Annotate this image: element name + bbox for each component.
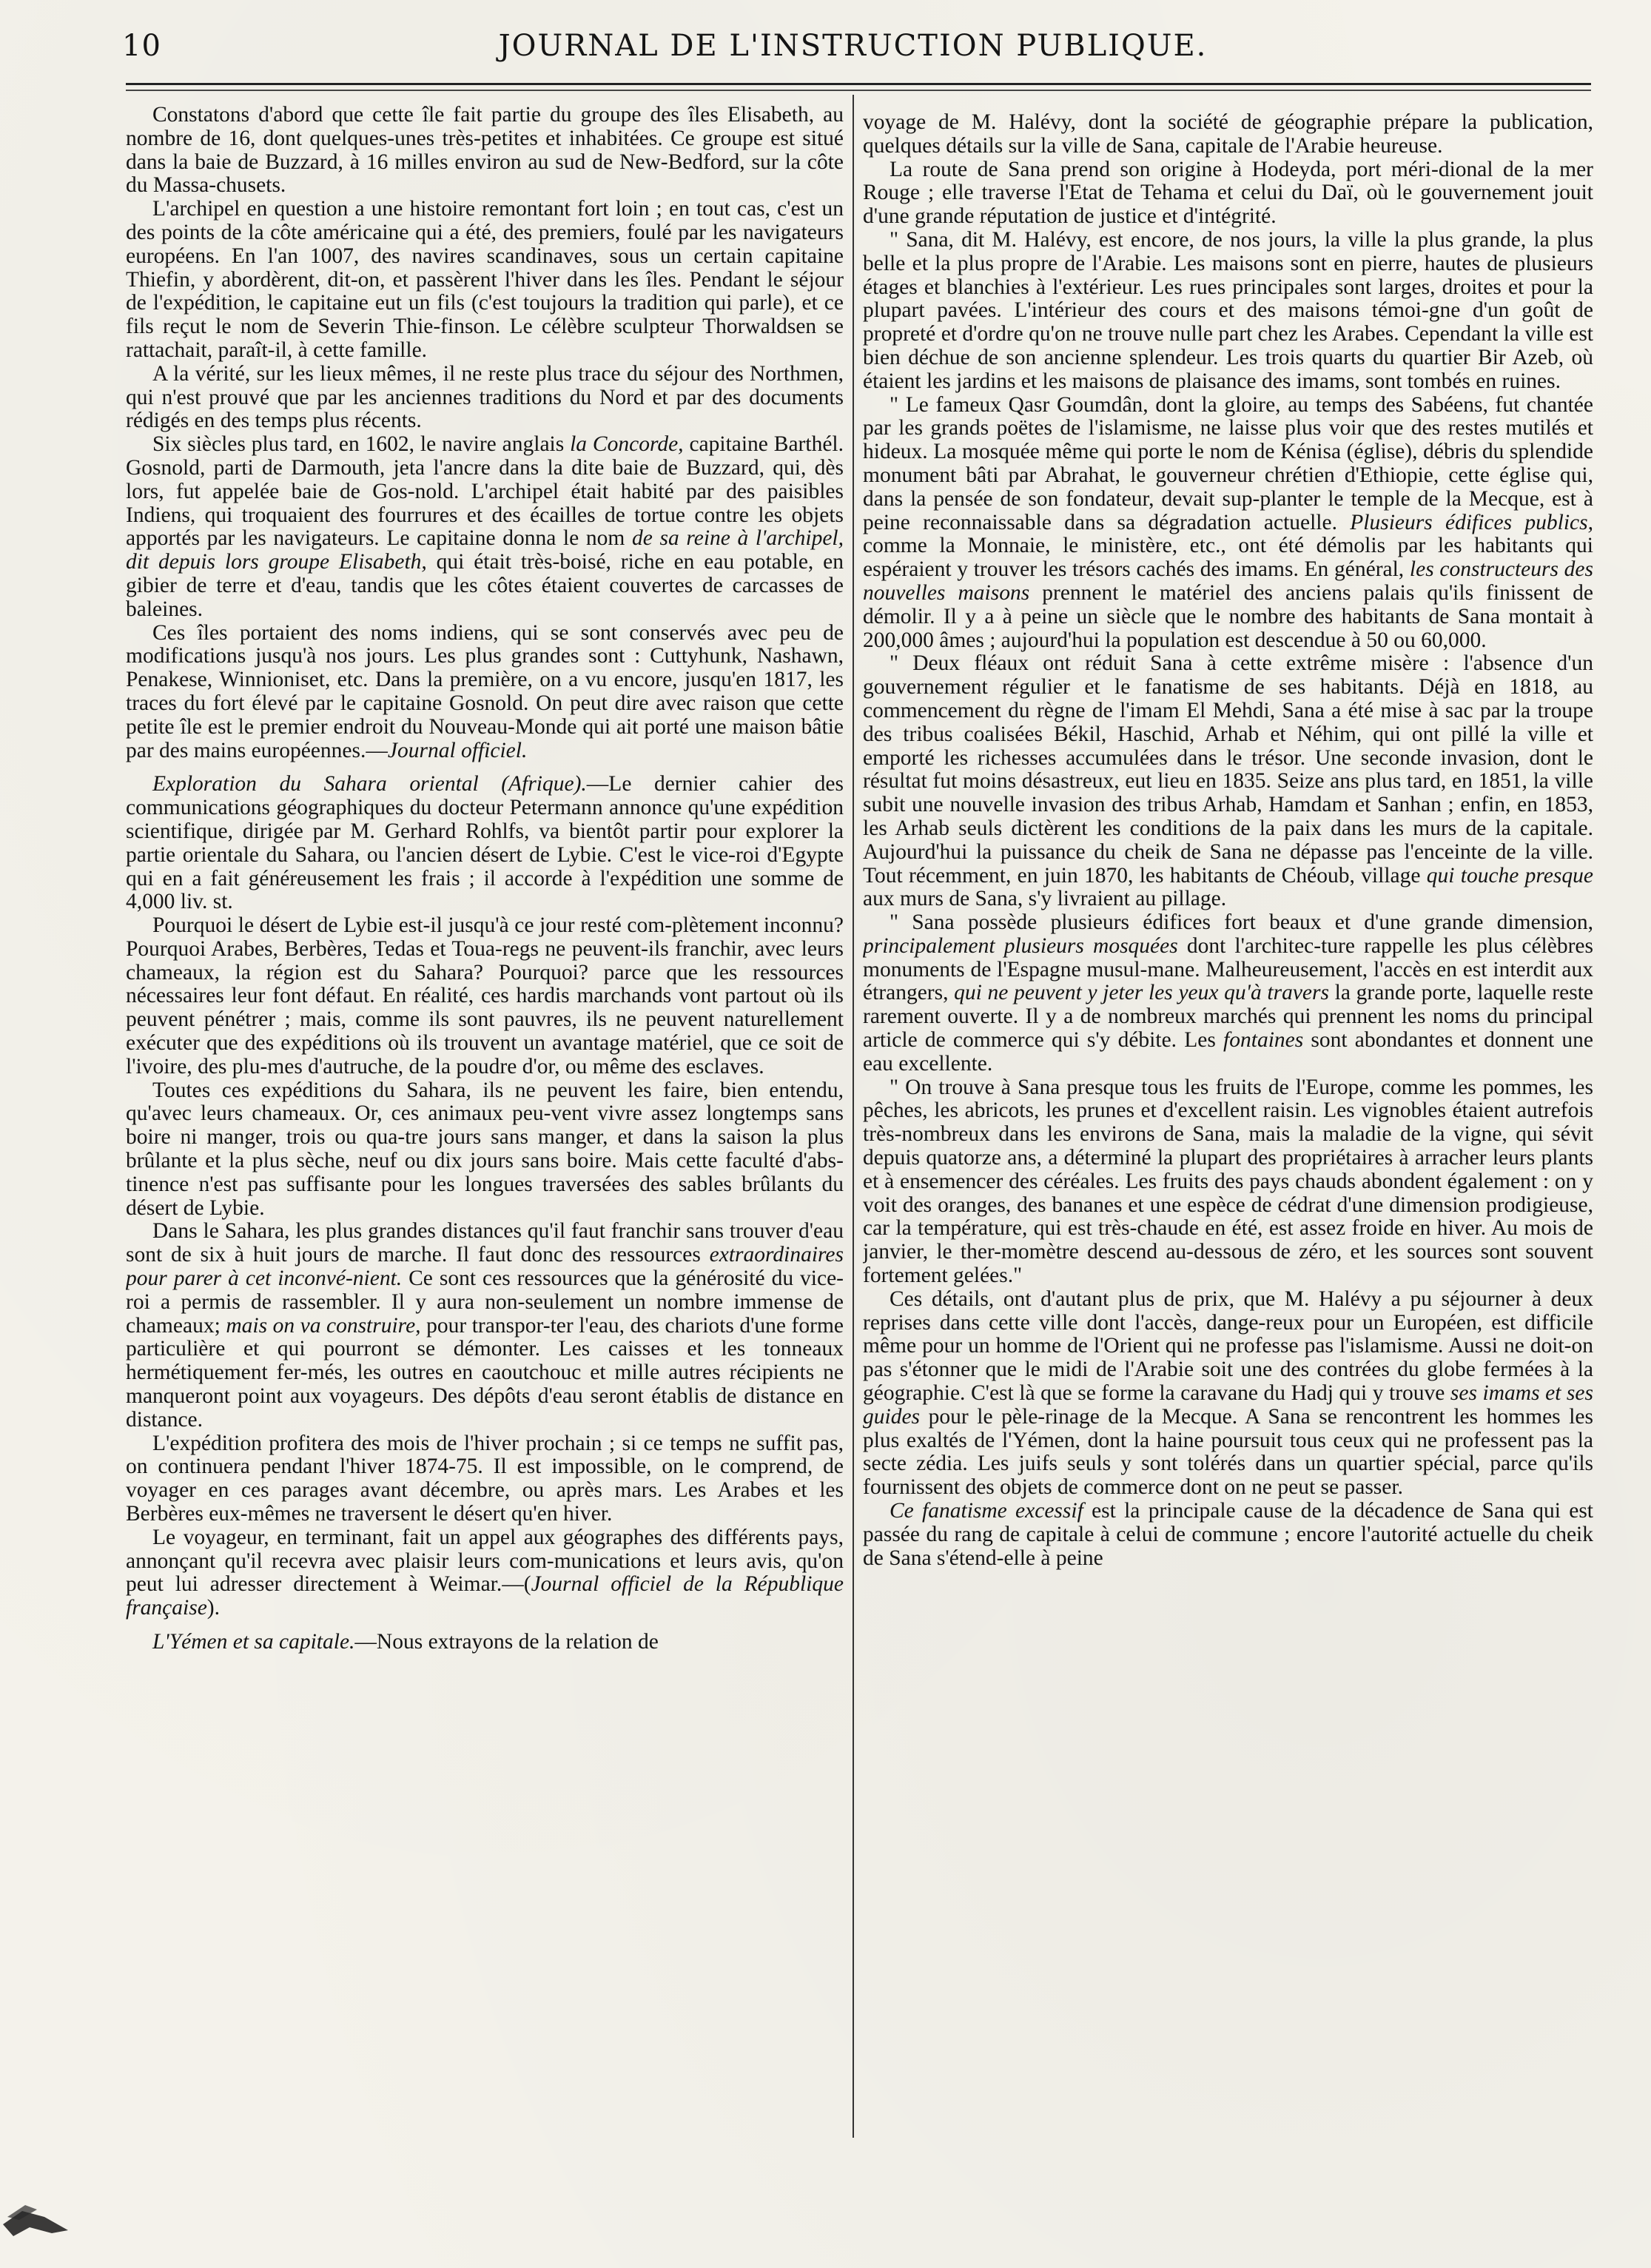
text-run: pour transpor-ter l'eau, des chariots d'une forme particulière et qui pourront se démonter. Les caisses et les tonneaux hermétiquement fer-més, les outres en caoutchouc et mille autres récipients ne manqueront point aux voyageurs. Des dépôts d'eau seront établis de distance en distance. bbox=[126, 1313, 844, 1432]
text-run-italic: fontaines bbox=[1223, 1028, 1304, 1053]
text-run-italic: Plusieurs édifices publics, bbox=[1350, 510, 1593, 534]
text-run: est la principale cause de la décadence de Sana qui est passée du rang de capitale à celui de commune ; encore l'autorité actuelle du cheik de Sana s'étend-elle à peine bbox=[863, 1499, 1593, 1570]
text-run-italic: qui touche presque bbox=[1426, 863, 1593, 888]
header-rule-thin bbox=[126, 90, 1591, 91]
text-run: Le voyageur, en terminant, fait un appel aux géographes des différents pays, annonçant qu'il recevra avec plaisir leurs com-munications et leurs avis, qu'on peut lui adresser directement à Weimar.—( bbox=[126, 1525, 844, 1597]
text-run-italic: qui ne peuvent y jeter les yeux qu'à travers bbox=[954, 981, 1329, 1005]
paragraph bbox=[863, 1500, 1593, 1570]
text-run: " Deux fléaux ont réduit Sana à cette extrême misère : l'absence d'un gouvernement régulier et le fanatisme de ses habitants. Déjà en 1818, au commencement du règne de l'imam El Mehdi, Sana a été mise à sac par la troupe des tribus coalisées Békil, Haschid, Arhab et Néhim, qui ont pillé la ville et emporté les richesses accumulées dans le trésor. Une seconde invasion, dont le résultat fut moins désastreux, eut lieu en 1835. Seize ans plus tard, en 1851, la ville subit une nouvelle invasion des tribus Arhab, Hamdam et Sanhan ; enfin, en 1853, les Arhab seuls dictèrent les conditions de la paix dans les murs de la capitale. Aujourd'hui la puissance du cheik de Sana ne dépasse pas l'enceinte de la ville. Tout récemment, en juin 1870, les habitants de Chéoub, village bbox=[863, 651, 1593, 888]
paragraph: voyage de M. Halévy, dont la société de géographie prépare la publication, quelques détails sur la ville de Sana, capitale de l'Arabie heureuse. bbox=[863, 111, 1593, 158]
journal-title: JOURNAL DE L'INSTRUCTION PUBLIQUE. bbox=[498, 29, 1208, 63]
right-column bbox=[863, 111, 1593, 2258]
article-paragraph bbox=[126, 773, 844, 914]
header-rule bbox=[126, 83, 1591, 85]
column-divider bbox=[853, 95, 854, 2138]
text-run-italic: Ce fanatisme excessif bbox=[890, 1499, 1083, 1523]
paragraph: Toutes ces expéditions du Sahara, ils ne peuvent les faire, bien entendu, qu'avec leurs chameaux. Or, ces animaux peu-vent vivre assez longtemps sans boire ni manger, trois ou qua-tre jours sans manger, et dans la saison la plus brûlante et la plus sèche, neuf ou dix jours sans boire. Mais cette faculté d'abs-tinence n'est pas suffisante pour les longues traversées des sables brûlants du désert de Lybie. bbox=[126, 1078, 844, 1220]
paragraph bbox=[863, 394, 1593, 653]
paragraph bbox=[126, 1220, 844, 1432]
text-run: sont abondantes et donnent une eau excellente. bbox=[863, 1028, 1593, 1076]
text-run-italic: ses imams et ses guides bbox=[863, 1381, 1593, 1429]
text-run: la grande porte, laquelle reste rarement ouverte. Il y a de nombreux marchés qui prennent les noms du principal article de commerce qui s'y débite. Les bbox=[863, 981, 1593, 1053]
page-header bbox=[115, 25, 1591, 68]
text-run: dont l'architec-ture rappelle les plus célèbres monuments de l'Espagne musul-mane. Malheureusement, l'accès en est interdit aux étrangers, bbox=[863, 933, 1593, 1005]
text-run: Ces détails, ont d'autant plus de prix, que M. Halévy a pu séjourner à deux reprises dans cette ville dont l'accès, dange-reux pour un Européen, est difficile même pour un homme de l'Orient qui ne professe pas l'islamisme. Aussi ne doit-on pas s'étonner que le midi de l'Arabie soit une des contrées du globe fermées à la géographie. C'est là que se forme la caravane du Hadj qui y trouve bbox=[863, 1286, 1593, 1406]
paragraph: L'archipel en question a une histoire remontant fort loin ; en tout cas, c'est un des points de la côte américaine qui a été, des premiers, foulé par les navigateurs européens. En l'an 1007, des navires scandinaves, sous un certain capitaine Thiefin, y abordèrent, dit-on, et passèrent l'hiver dans les îles. Pendant le séjour de l'expédition, le capitaine eut un fils (c'est toujours la tradition qui parle), et ce fils reçut le nom de Severin Thie-finson. Le célèbre sculpteur Thorwaldsen se rattachait, paraît-il, à cette famille. bbox=[126, 197, 844, 362]
text-run: Ces îles portaient des noms indiens, qui se sont conservés avec peu de modifications jusqu'à nos jours. Les plus grandes sont : Cuttyhunk, Nashawn, Penakese, Winnioniset, etc. Dans la première, on a vu encore, jusqu'en 1817, les traces du fort élevé par le capitaine Gosnold. On peut dire avec raison que cette petite île est le premier endroit du Nouveau-Monde qui ait porté une maison bâtie par des mains européennes.— bbox=[126, 620, 844, 762]
paragraph bbox=[126, 433, 844, 621]
paragraph bbox=[863, 652, 1593, 911]
text-run: capitaine Barthél. Gosnold, parti de Darmouth, jeta l'ancre dans la dite baie de Buzzard, qui, dès lors, fut appelée baie de Gos-nold. L'archipel était habité par des paisibles Indiens, qui troquaient des fourrures et des écailles de tortue contre les objets apportés par les navigateurs. Le capitaine donna le nom bbox=[126, 432, 844, 551]
ink-blot-mark bbox=[0, 2173, 81, 2239]
paragraph: A la vérité, sur les lieux mêmes, il ne reste plus trace du séjour des Northmen, qui n'est prouvé que par les anciennes traditions du Nord et par des documents rédigés en des temps plus récents. bbox=[126, 361, 844, 433]
page-number: 10 bbox=[122, 29, 161, 63]
text-run: aux murs de Sana, s'y livraient au pillage. bbox=[863, 887, 1227, 911]
text-run-italic: extraordinaires pour parer à cet inconvé-nient. bbox=[126, 1243, 844, 1291]
source-citation: Journal officiel. bbox=[387, 738, 528, 762]
paragraph bbox=[126, 622, 844, 763]
text-run: qui était très-boisé, riche en eau potable, en gibier de terre et d'eau, tandis que les côtes étaient couvertes de carcasses de baleines. bbox=[126, 550, 844, 621]
text-run: comme la Monnaie, le ministère, etc., ont été démolis par les habitants qui espéraient y trouver les trésors cachés des imams. En général, bbox=[863, 534, 1593, 582]
paragraph: L'expédition profitera des mois de l'hiver prochain ; si ce temps ne suffit pas, on continuera pendant l'hiver 1874-75. Il est impossible, on le comprend, de voyager en ces parages avant décembre, ou après mars. Les Arabes et les Berbères eux-mêmes ne traversent le désert qu'en hiver. bbox=[126, 1431, 844, 1526]
text-run: Ce sont ces ressources que la générosité du vice-roi a permis de rassembler. Il y aura non-seulement un nombre immense de chameaux; bbox=[126, 1266, 844, 1338]
source-citation: Journal officiel de la République française bbox=[126, 1572, 844, 1620]
text-run: " Sana possède plusieurs édifices fort beaux et d'une grande dimension, bbox=[890, 910, 1593, 935]
paragraph bbox=[126, 1526, 844, 1620]
text-run: prennent le matériel des anciens palais qu'ils finissent de démolir. Il y a à peine un siècle que le nombre des habitants de Sana montait à 200,000 âmes ; aujourd'hui la population est descendue à 50 ou 60,000. bbox=[863, 580, 1593, 652]
text-run: " Le fameux Qasr Goumdân, dont la gloire, au temps des Sabéens, fut chantée par les grands poëtes de l'islamisme, ne laisse plus voir que des restes mutilés et hideux. La mosquée même qui porte le nom de Kénisa (église), débris du splendide monument bâti par Abrahat, le gouverneur chrétien d'Ethiopie, cette église qui, dans la pensée de son fondateur, devait sup-planter le temple de la Mecque, est à peine reconnaissable dans sa dégradation actuelle. bbox=[863, 392, 1593, 534]
paragraph: " On trouve à Sana presque tous les fruits de l'Europe, comme les pommes, les pêches, les abricots, les prunes et d'excellent raisin. Les vignobles étaient autrefois très-nombreux dans les environs de Sana, mais la maladie de la vigne, qui sévit depuis quatorze ans, a déterminé la plupart des propriétaires à arracher leurs plants et à ensemencer des céréales. Les fruits des pays chauds abondent également : on y voit des oranges, des bananes et une espèce de cédrat d'une dimension prodigieuse, car la température, qui est très-chaude en été, est assez froide en hiver. Au mois de janvier, le ther-momètre descend au-dessous de zéro, et les sources sont souvent fortement gelées." bbox=[863, 1075, 1593, 1288]
paragraph: La route de Sana prend son origine à Hodeyda, port méri-dional de la mer Rouge ; elle traverse l'Etat de Tehama et celui du Daï, où le gouvernement jouit d'une grande réputation de justice et d'intégrité. bbox=[863, 157, 1593, 229]
text-run: —Nous extrayons de la relation de bbox=[354, 1630, 659, 1654]
text-run-italic: les constructeurs des nouvelles maisons bbox=[863, 557, 1593, 605]
text-run-italic: principalement plusieurs mosquées bbox=[863, 933, 1178, 958]
text-run-italic: mais on va construire, bbox=[226, 1313, 421, 1338]
paragraph: Pourquoi le désert de Lybie est-il jusqu'à ce jour resté com-plètement inconnu? Pourquoi Arabes, Berbères, Tedas et Toua-regs ne peuvent-ils franchir, avec leurs chameaux, la région est du Sahara? Pourquoi? parce que les ressources nécessaires leur font défaut. En réalité, ces hardis marchands vont partout où ils peuvent pénétrer ; mais, comme ils sont pauvres, ils ne peuvent naturellement exécuter que des expéditions où ils trouvent un avantage matériel, que ce soit de l'ivoire, des plu-mes d'autruche, de la poudre d'or, ou même des esclaves. bbox=[126, 913, 844, 1078]
article-heading: L'Yémen et sa capitale. bbox=[152, 1630, 355, 1654]
text-run: Dans le Sahara, les plus grandes distances qu'il faut franchir sans trouver d'eau sont de six à huit jours de marche. Il faut donc des ressources bbox=[126, 1219, 844, 1267]
text-run-italic: de sa reine à l'archipel, dit depuis lors groupe Elisabeth, bbox=[126, 526, 844, 574]
paragraph: " Sana, dit M. Halévy, est encore, de nos jours, la ville la plus grande, la plus belle et la plus propre de l'Arabie. Les maisons sont en pierre, hautes de plusieurs étages et blanchies à l'extérieur. Les rues principales sont larges, droites et pour la plupart pavées. L'intérieur des cours et des maisons témoi-gne d'un goût de propreté et d'ordre qu'on ne trouve nulle part chez les Arabes. Cependant la ville est bien déchue de son ancienne splendeur. Les trois quarts du quartier Bir Azeb, où étaient les jardins et les maisons de plaisance des imams, sont tombés en ruines. bbox=[863, 227, 1593, 393]
text-run: —Le dernier cahier des communications géographiques du docteur Petermann annonce qu'une expédition scientifique, dirigée par M. Gerhard Rohlfs, va bientôt partir pour explorer la partie orientale du Sahara, ou l'ancien désert de Lybie. C'est le vice-roi d'Egypte qui en a fait généreusement les frais ; il accorde à l'expédition une somme de 4,000 liv. st. bbox=[126, 772, 844, 914]
ship-name: la Concorde, bbox=[570, 432, 684, 457]
article-paragraph bbox=[126, 1631, 844, 1654]
paragraph bbox=[863, 911, 1593, 1076]
paragraph: Constatons d'abord que cette île fait partie du groupe des îles Elisabeth, au nombre de 16, dont quelques-unes très-petites et inhabitées. Ce groupe est situé dans la baie de Buzzard, à 16 milles environ au sud de New-Bedford, sur la côte du Massa-chusets. bbox=[126, 104, 844, 198]
article-heading: Exploration du Sahara oriental (Afrique). bbox=[152, 772, 587, 796]
text-run: ). bbox=[206, 1596, 220, 1620]
paragraph bbox=[863, 1288, 1593, 1500]
text-run: pour le pèle-rinage de la Mecque. A Sana se rencontrent les hommes les plus exaltés de l'Yémen, dont la haine poursuit tous ceux qui ne professent pas la secte zédia. Les juifs seuls y sont tolérés dans un quartier spécial, parce qu'ils fournissent des objets de commerce dont on ne peut se passer. bbox=[863, 1404, 1593, 1500]
left-column bbox=[126, 104, 844, 2250]
text-run: Six siècles plus tard, en 1602, le navire anglais bbox=[152, 432, 571, 457]
